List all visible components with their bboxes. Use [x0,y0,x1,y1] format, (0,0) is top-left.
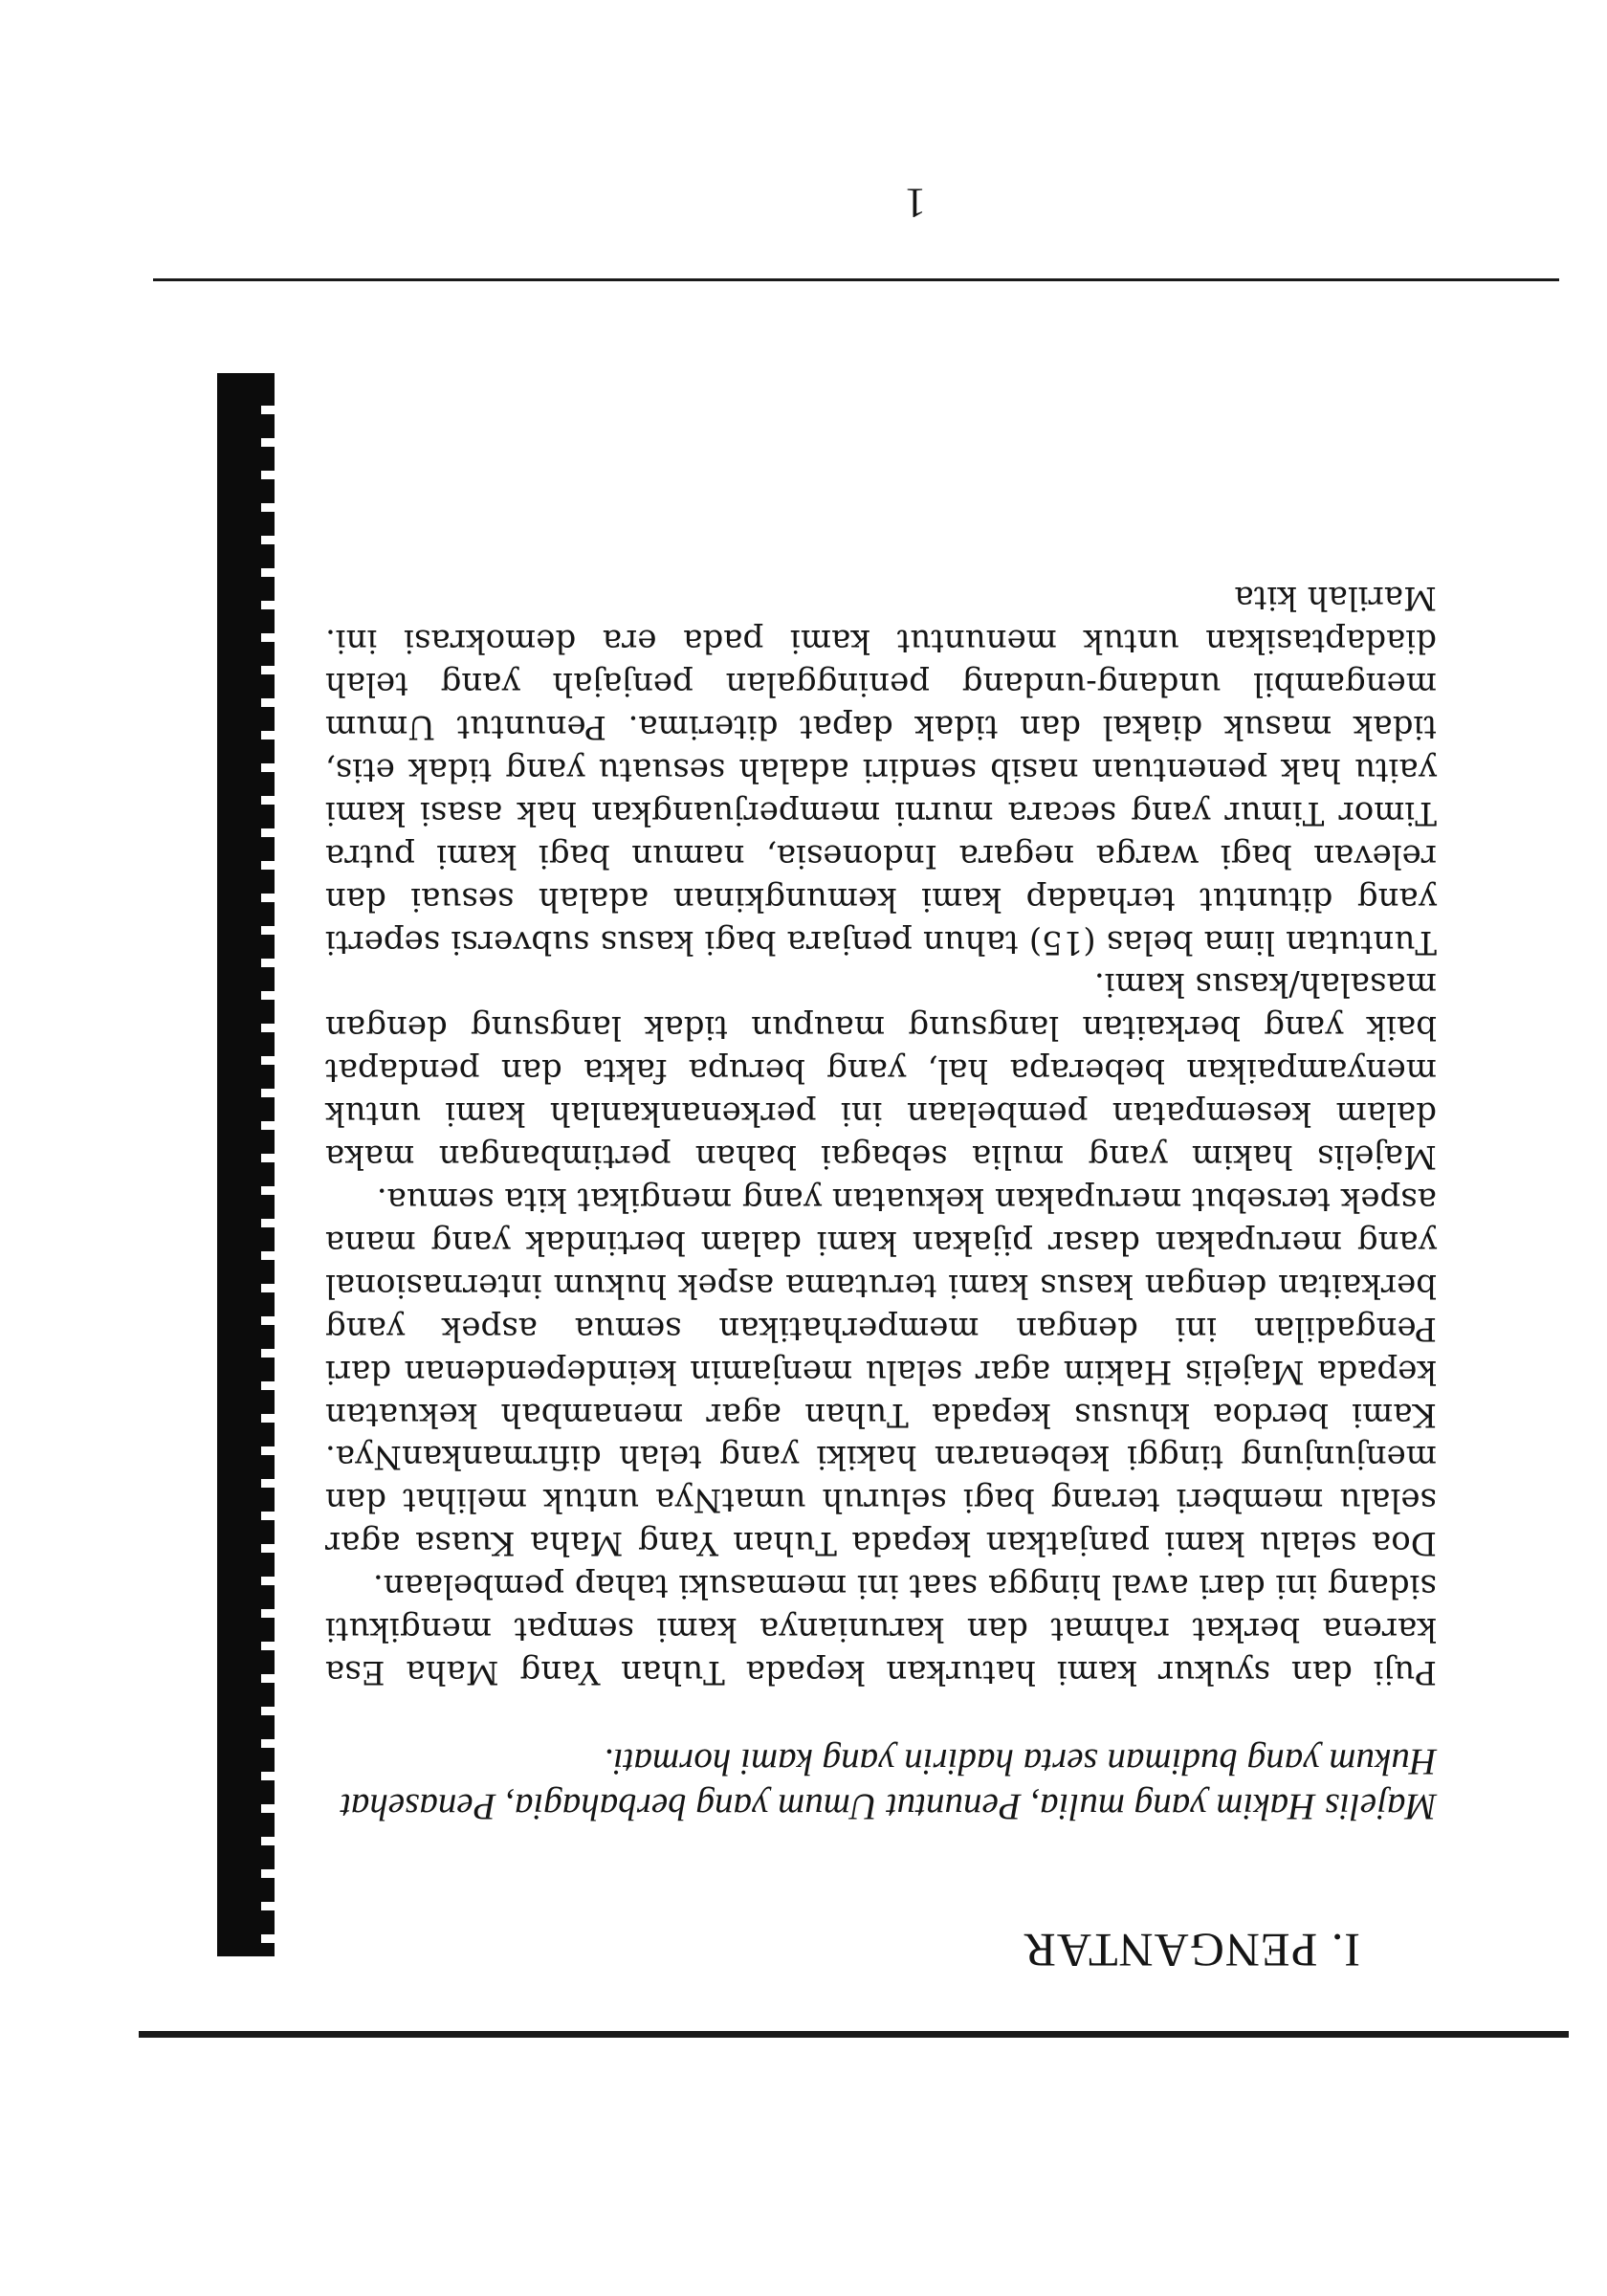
binding-notch [261,633,275,642]
binding-notch [261,1316,275,1325]
binding-notch [261,828,275,837]
binding-notch [261,536,275,544]
binding-notch [261,698,275,707]
binding-notch [261,861,275,870]
binding-notch [261,601,275,609]
binding-notch [261,894,275,902]
binding-notch [261,1869,275,1878]
binding-notch [261,1609,275,1618]
binding-notch [261,796,275,805]
binding-notch [261,1251,275,1260]
binding-notch [261,763,275,772]
binding-notch [261,471,275,479]
binding-notch [261,1284,275,1292]
section-heading: I. PENGANTAR [1023,1924,1360,1977]
binding-notch [261,1479,275,1488]
binding-notch [261,1154,275,1162]
top-rule-line [153,278,1559,281]
binding-notch [261,1056,275,1065]
binding-notch [261,503,275,512]
binding-notch [261,1804,275,1813]
salutation: Majelis Hakim yang mulia, Penuntut Umum yang berbahagia, Penasehat Hukum yang budiman serta hadirin yang kami hormati. [341,1741,1437,1827]
binding-notch [261,926,275,935]
paragraph-1: Puji dan syukur kami haturkan kepada Tuhan Yang Maha Esa karena berkat rahmat dan karunianya kami sempat mengikuti sidang ini dari awal hingga saat ini memasuki tahap pembelaan. [325,1567,1437,1691]
binding-notch [261,1186,275,1195]
binding-notch [261,1414,275,1423]
binding-notch [261,1772,275,1780]
binding-notch [261,1349,275,1358]
binding-notch [261,991,275,1000]
binding-notch [261,666,275,674]
binding-notch [261,1934,275,1943]
binding-notch [261,1739,275,1748]
binding-notch [261,1902,275,1910]
binding-strip [217,373,275,1956]
binding-notch [261,1544,275,1553]
binding-notch [261,1024,275,1032]
binding-notch [261,1089,275,1097]
body-text [325,576,1437,1693]
binding-notch [261,1381,275,1390]
binding-notch [261,568,275,577]
binding-notch [261,1707,275,1715]
binding-notch [261,1219,275,1227]
bottom-rule-line [139,2031,1569,2038]
binding-notch [261,438,275,447]
binding-notch [261,959,275,967]
binding-notch [261,731,275,740]
binding-notch [261,1512,275,1520]
binding-notch [261,1642,275,1650]
binding-notch [261,1837,275,1845]
binding-notch [261,406,275,414]
paragraph-4: Tuntutan lima belas (15) tahun penjara bagi kasus subversi seperti yang dituntut terhadap kami kemungkinan adalah sesuai dan relevan bagi warga negara Indonesia, namun bagi kami putra Timor Timur yang secara murni memperjuangkan hak asasi kami yaitu hak penentuan nasib sendiri adalah sesuatu yang tidak etis, tidak masuk diakal dan tidak dapat diterima. Penuntut Umum mengambil undang-undang peninggalan penjajah yang telah diadaptasikan untuk menuntut kami pada era demokrasi ini. Marilah kita [325,579,1437,961]
binding-notch [261,1446,275,1455]
binding-notch [261,1577,275,1585]
binding-notch [261,1674,275,1683]
page-number: 1 [905,180,926,227]
paragraph-3: Majelis hakim yang mulia sebagai bahan pertimbangan maka dalam kesempatan pembelaan ini perkenankanlah kami untuk menyampaikan beberapa hal, yang berupa fakta dan pendapat baik yang berkaitan langsung maupun tidak langsung dengan masalah/kasus kami. [325,965,1437,1177]
binding-notch [261,1121,275,1130]
paragraph-2: Doa selalu kami panjatkan kepada Tuhan Yang Maha Kuasa agar selalu memberi terang bagi seluruh umatNya untuk melihat dan menjunjung tinggi kebenaran hakiki yang telah difirmankanNya. Kami berdoa khusus kepada Tuhan agar menambah kekuatan kepada Majelis Hakim agar selalu menjamin keindependenan dari Pengadilan ini dengan memperhatikan semua aspek yang berkaitan dengan kasus kami terutama aspek hukum internasional yang merupakan dasar pijakan kami dalam bertindak yang mana aspek tersebut merupakan kekuatan yang mengikat kita semua. [325,1181,1437,1563]
